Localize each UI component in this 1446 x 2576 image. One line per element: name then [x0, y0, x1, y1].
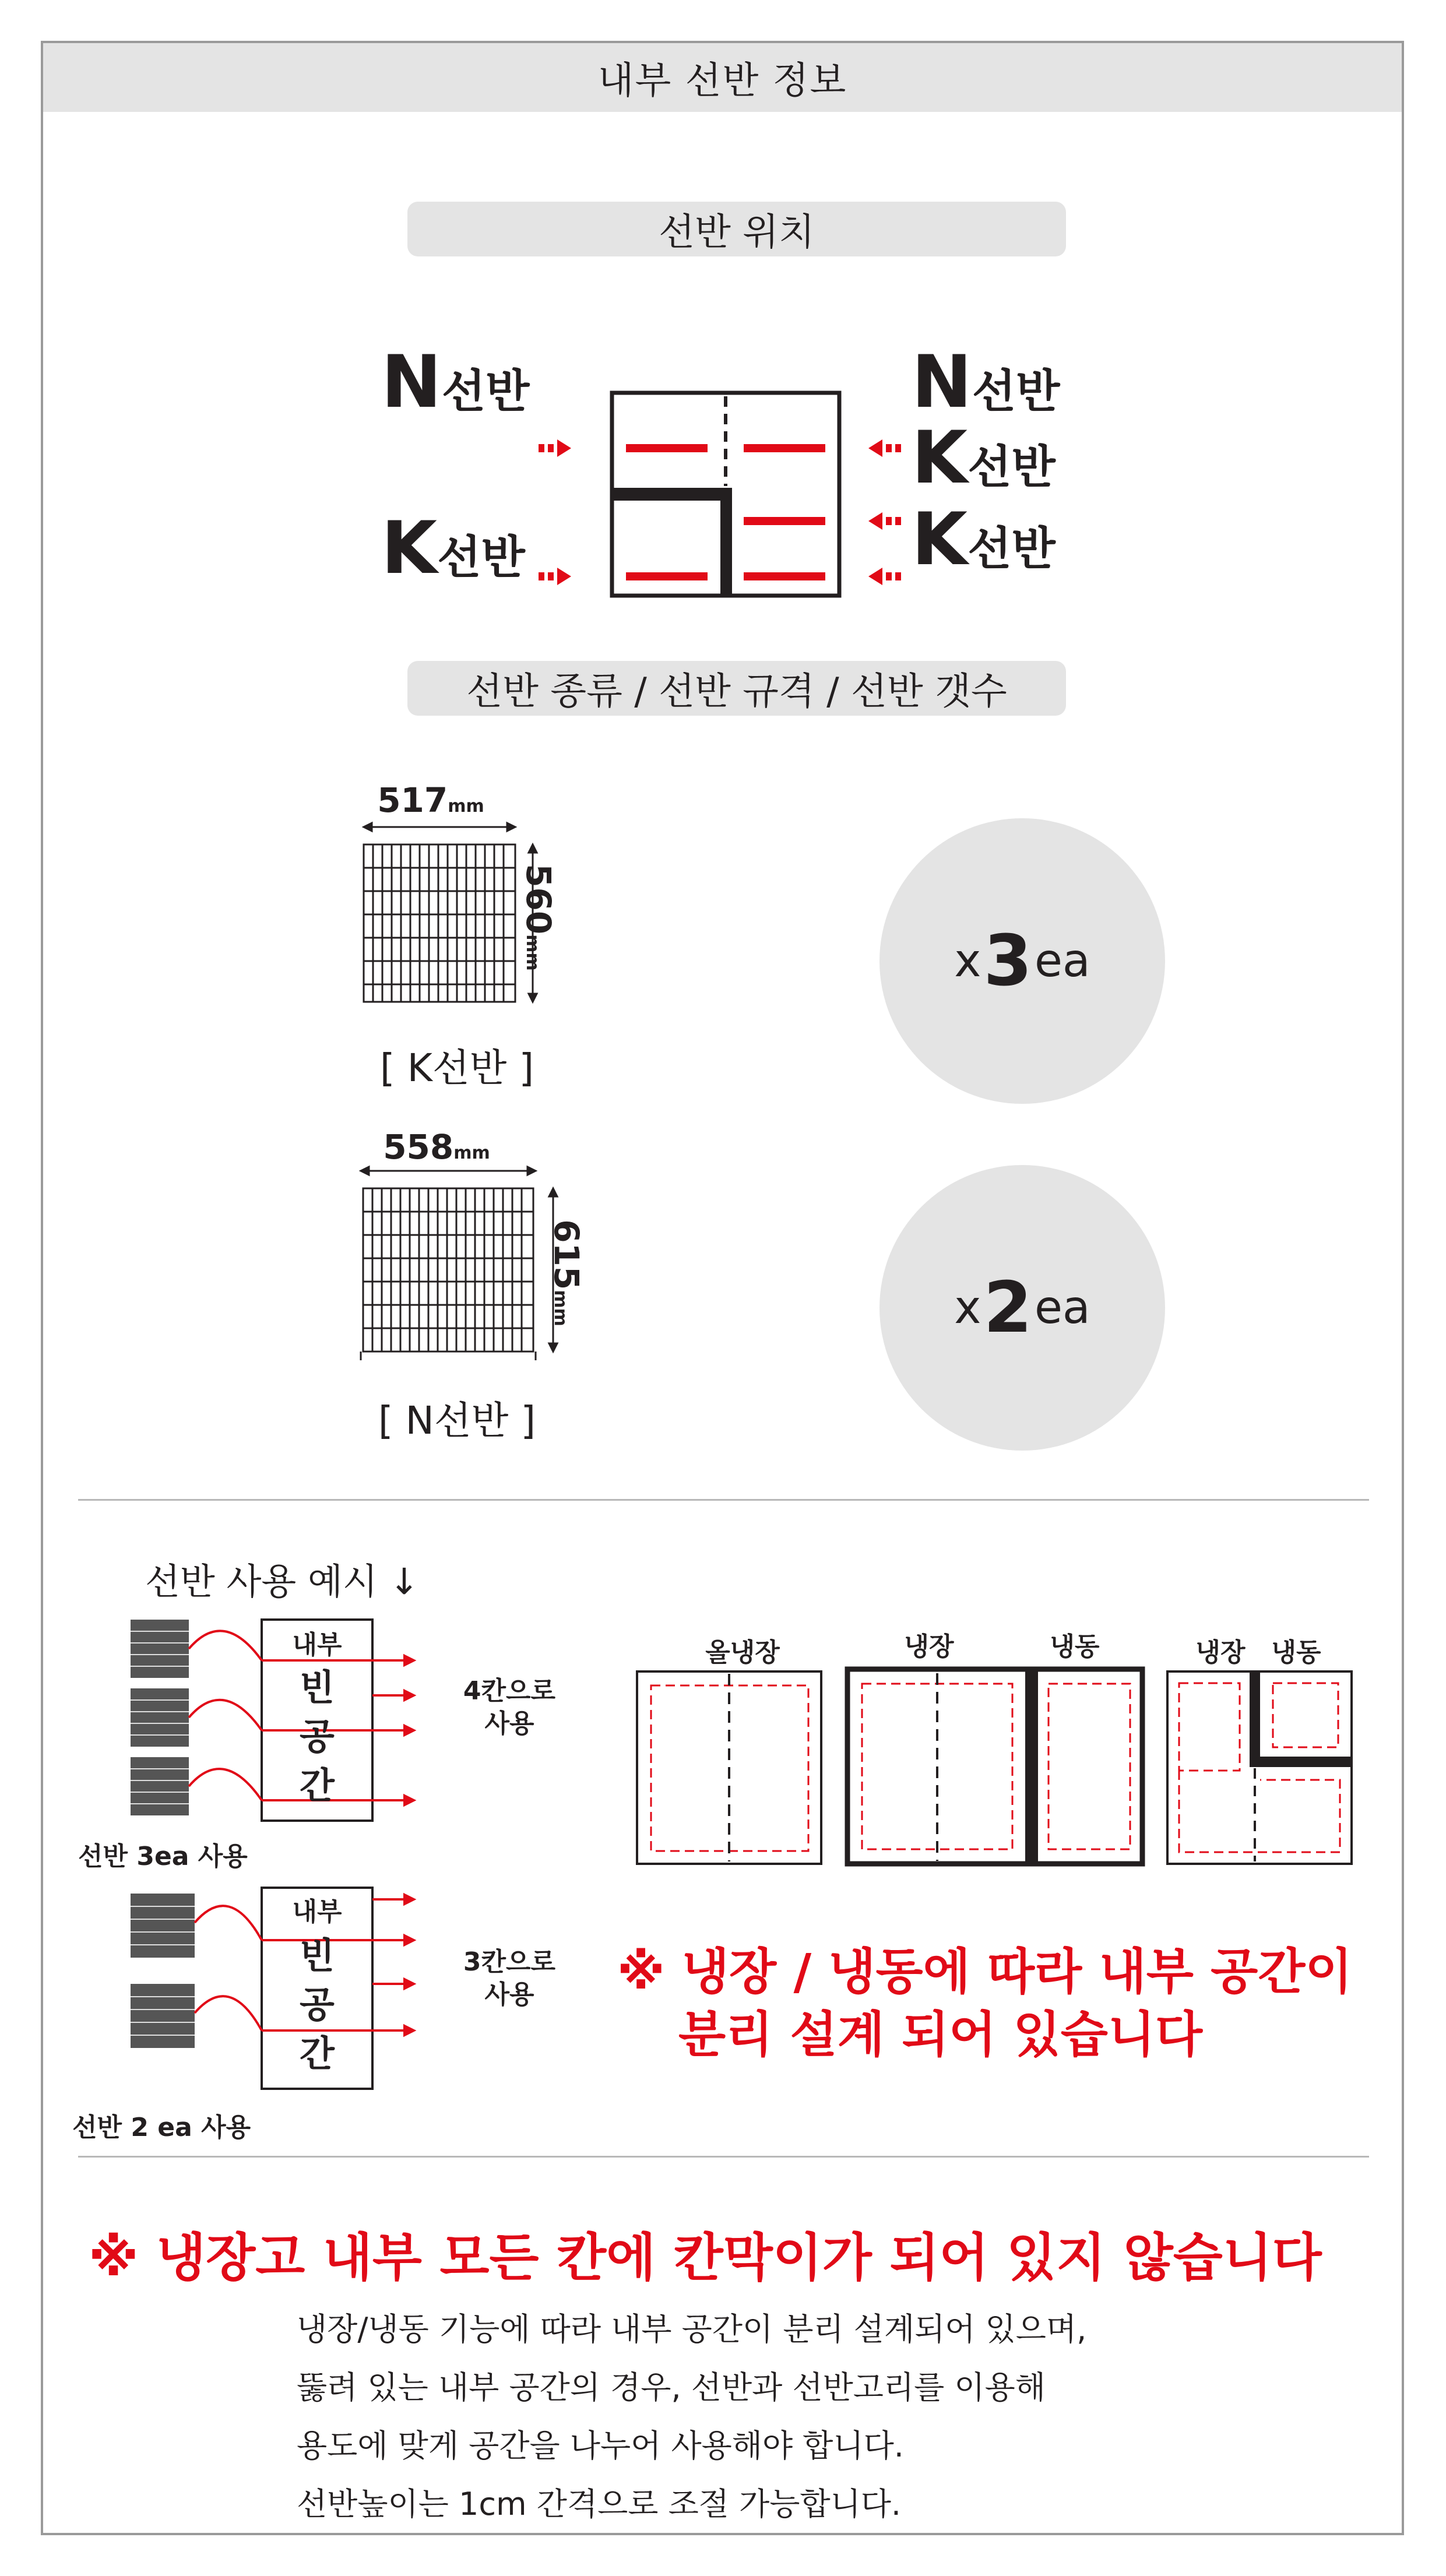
diagram-3-label-freezer: 냉동 [1271, 1638, 1321, 1667]
example-2-caption: 선반 2 ea 사용 [72, 2113, 251, 2142]
page-title: 내부 선반 정보 [597, 59, 847, 103]
example-1-result: 4칸으로 사용 [463, 1676, 556, 1739]
diagram-2-label-fridge: 냉장 [904, 1632, 954, 1662]
usage-title: 선반 사용 예시 ↓ [145, 1560, 420, 1603]
warning-body: 냉장/냉동 기능에 따라 내부 공간이 분리 설계되어 있으며, 뚫려 있는 내부 공간의 경우, 선반과 선반고리를 이용해 용도에 맞게 공간을 나누어 사용해야 합니다. 선반높이는 1cm 간격으로 조절 가능합니다. [297, 2311, 1087, 2522]
section-title-specs: 선반 종류 / 선반 규격 / 선반 갯수 [407, 661, 1066, 716]
right-label-n: N선반 [912, 340, 1060, 424]
shelf-stack-icon [131, 1620, 189, 1815]
divider-2 [78, 2156, 1369, 2158]
diagram-3-label-fridge: 냉장 [1195, 1638, 1246, 1667]
example-1-box-chars: 빈 공 간 [300, 1666, 335, 1807]
right-label-k-upper: K선반 [912, 416, 1056, 500]
right-arrows-icon [868, 439, 901, 585]
k-shelf-width: 517mm [377, 780, 484, 820]
diagram-1-label: 올냉장 [705, 1638, 780, 1667]
k-shelf-quantity: x 3 ea [879, 818, 1165, 1104]
n-shelf-height: 615mm [547, 1219, 586, 1326]
warning-headline: ※ 냉장고 내부 모든 칸에 칸막이가 되어 있지 않습니다 [89, 2227, 1322, 2288]
example-2-result: 3칸으로 사용 [463, 1947, 556, 2010]
diagram-split-freezer [1165, 1669, 1357, 1867]
shelf-stack-icon [131, 1894, 195, 2048]
example-1-box-top: 내부 [292, 1630, 342, 1660]
example-2-box-chars: 빈 공 간 [300, 1934, 335, 2075]
diagram-all-fridge [635, 1669, 827, 1867]
diagram-fridge-freezer [845, 1666, 1148, 1870]
usage-red-note: ※ 냉장 / 냉동에 따라 내부 공간이 분리 설계 되어 있습니다 [617, 1943, 1353, 2063]
example-2-box-top: 내부 [292, 1897, 342, 1927]
k-shelf-height: 560mm [519, 864, 558, 971]
shelf-position-diagram [539, 346, 912, 614]
right-label-k-lower: K선반 [912, 498, 1056, 582]
n-shelf-grid-icon [355, 1165, 565, 1363]
k-shelf-caption: [ K선반 ] [379, 1046, 534, 1090]
divider-1 [78, 1499, 1369, 1501]
example-1-caption: 선반 3ea 사용 [78, 1842, 248, 1871]
left-label-k: K선반 [381, 506, 525, 590]
section-title-position: 선반 위치 [407, 202, 1066, 256]
left-arrows-icon [539, 439, 571, 585]
diagram-2-label-freezer: 냉동 [1050, 1632, 1100, 1662]
left-label-n: N선반 [381, 340, 530, 424]
n-shelf-caption: [ N선반 ] [378, 1398, 536, 1443]
header-bar [43, 43, 1402, 112]
page-frame [41, 41, 1404, 2535]
n-shelf-width: 558mm [383, 1127, 490, 1167]
n-shelf-quantity: x 2 ea [879, 1165, 1165, 1451]
